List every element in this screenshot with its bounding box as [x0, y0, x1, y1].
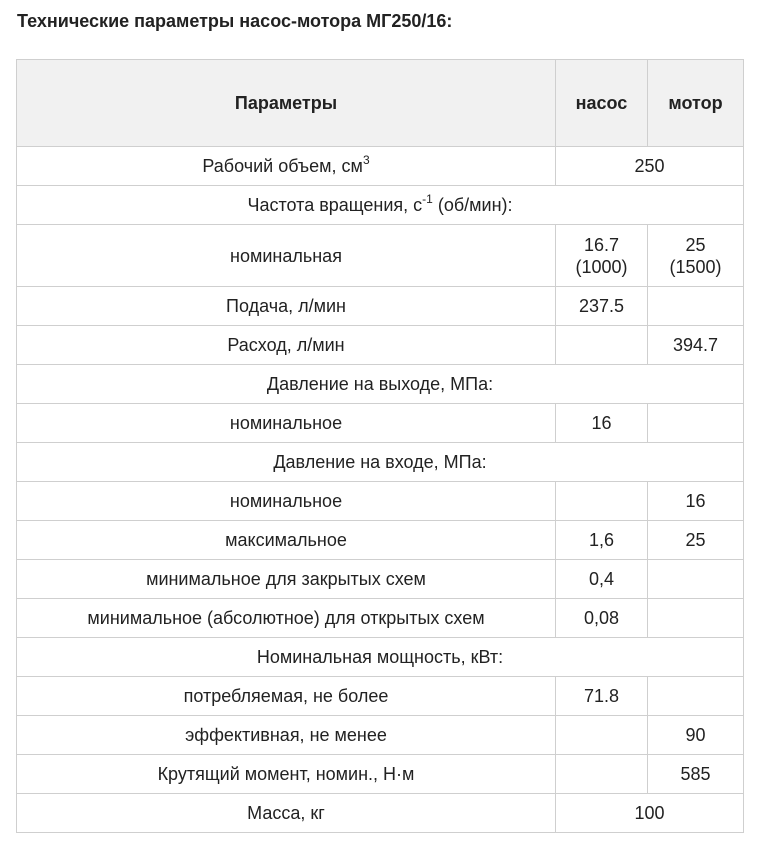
motor-value: 394.7 — [648, 326, 744, 365]
pump-value — [556, 755, 648, 794]
table-row — [17, 225, 744, 287]
table-row — [17, 599, 744, 638]
pump-value: 1,6 — [556, 521, 648, 560]
header-pump: насос — [556, 60, 648, 147]
superscript: 3 — [362, 153, 370, 167]
table-header-row — [17, 60, 744, 147]
section-heading: Частота вращения, $с^{-1}$ (об/мин): — [17, 186, 744, 225]
table-row-section — [17, 443, 744, 482]
motor-value: 90 — [648, 716, 744, 755]
row-label: минимальное (абсолютное) для открытых схем — [17, 599, 556, 638]
section-heading: Давление на входе, МПа: — [17, 443, 744, 482]
row-value: 250 — [556, 147, 744, 186]
table-row — [17, 560, 744, 599]
motor-value — [648, 599, 744, 638]
page-title: Технические параметры насос-мотора МГ250/16: — [17, 11, 453, 31]
table-row — [17, 287, 744, 326]
row-label: потребляемая, не более — [17, 677, 556, 716]
pump-value: 16.7 (1000) — [556, 225, 648, 287]
table-row — [17, 326, 744, 365]
row-label: Масса, кг — [17, 794, 556, 833]
row-label: Подача, л/мин — [17, 287, 556, 326]
motor-value — [648, 287, 744, 326]
row-label: номинальное — [17, 404, 556, 443]
pump-value — [556, 716, 648, 755]
row-label: Рабочий объем, $см^3$ — [17, 147, 556, 186]
row-label: максимальное — [17, 521, 556, 560]
motor-value — [648, 404, 744, 443]
pump-value: 0,4 — [556, 560, 648, 599]
table-row-section — [17, 365, 744, 404]
table-row — [17, 147, 744, 186]
row-value: 100 — [556, 794, 744, 833]
motor-value: 25 (1500) — [648, 225, 744, 287]
header-motor: мотор — [648, 60, 744, 147]
pump-value: 71.8 — [556, 677, 648, 716]
motor-value — [648, 560, 744, 599]
motor-value: 585 — [648, 755, 744, 794]
table-row — [17, 404, 744, 443]
table-row-section — [17, 638, 744, 677]
table-row-section — [17, 186, 744, 225]
section-heading: Номинальная мощность, кВт: — [17, 638, 744, 677]
motor-value — [648, 677, 744, 716]
row-label: минимальное для закрытых схем — [17, 560, 556, 599]
row-label: эффективная, не менее — [17, 716, 556, 755]
table-row — [17, 482, 744, 521]
row-label: Крутящий момент, номин., Н·м — [17, 755, 556, 794]
section-heading: Давление на выходе, МПа: — [17, 365, 744, 404]
table-row — [17, 755, 744, 794]
motor-value: 16 — [648, 482, 744, 521]
header-parameters: Параметры — [17, 60, 556, 147]
pump-value — [556, 326, 648, 365]
row-label: номинальная — [17, 225, 556, 287]
table-row — [17, 677, 744, 716]
row-label: номинальное — [17, 482, 556, 521]
pump-value: 16 — [556, 404, 648, 443]
motor-value: 25 — [648, 521, 744, 560]
table-row — [17, 521, 744, 560]
superscript: -1 — [422, 192, 433, 206]
table-row — [17, 716, 744, 755]
pump-value — [556, 482, 648, 521]
pump-value: 0,08 — [556, 599, 648, 638]
row-label: Расход, л/мин — [17, 326, 556, 365]
table-row — [17, 794, 744, 833]
specs-table — [16, 59, 744, 833]
pump-value: 237.5 — [556, 287, 648, 326]
